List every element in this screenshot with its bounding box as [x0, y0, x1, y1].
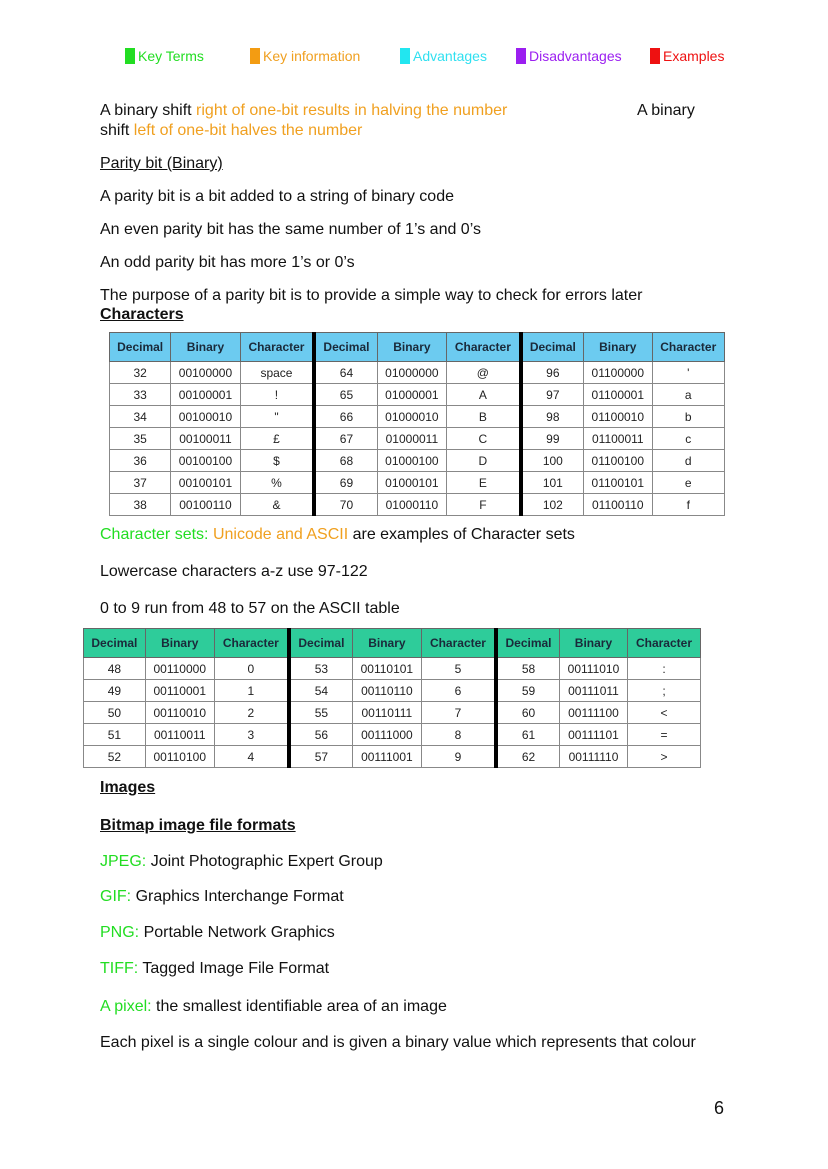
table-cell: 00110101 [352, 658, 421, 680]
table-cell: 01100001 [584, 384, 652, 406]
table-cell: 55 [289, 702, 352, 724]
table-cell: C [447, 428, 521, 450]
cyan-swatch-icon [400, 48, 410, 64]
table-cell: > [627, 746, 700, 768]
table-cell: 58 [496, 658, 559, 680]
table-cell: 8 [421, 724, 496, 746]
table-cell: 53 [289, 658, 352, 680]
table-row [84, 702, 701, 724]
pixel-definition: A pixel: the smallest identifiable area of an image [100, 998, 447, 1015]
table-cell: 3 [214, 724, 289, 746]
table-cell: 38 [110, 494, 171, 516]
table-cell: E [447, 472, 521, 494]
parity-line: The purpose of a parity bit is to provide a simple way to check for errors later [100, 287, 643, 304]
table-cell: B [447, 406, 521, 428]
table-cell: " [240, 406, 314, 428]
table-cell: 00111000 [352, 724, 421, 746]
key-term-text: Character sets: [100, 526, 213, 543]
ascii-table-digits [83, 628, 701, 768]
legend-label: Advantages [413, 48, 487, 64]
table-cell: 01000110 [377, 494, 446, 516]
table-cell: 7 [421, 702, 496, 724]
table-cell: 00100101 [171, 472, 240, 494]
table-cell: 00111011 [559, 680, 627, 702]
table-cell: 62 [496, 746, 559, 768]
table-cell: 100 [521, 450, 584, 472]
key-term-text: A pixel: [100, 998, 157, 1015]
table-cell: & [240, 494, 314, 516]
table-cell: 01100010 [584, 406, 652, 428]
legend-label: Key information [263, 48, 361, 64]
table-cell: 70 [314, 494, 377, 516]
binary-shift-right-line: A binary shift right of one-bit results in halving the number [100, 102, 508, 119]
character-sets-line: Character sets: Unicode and ASCII are examples of Character sets [100, 526, 575, 543]
table-cell: 00110100 [145, 746, 214, 768]
table-cell: 59 [496, 680, 559, 702]
table-cell: 69 [314, 472, 377, 494]
legend-key-terms [125, 48, 204, 64]
key-term-text: PNG: [100, 924, 144, 941]
table-cell: 61 [496, 724, 559, 746]
table-cell: 00111110 [559, 746, 627, 768]
table-row [84, 658, 701, 680]
table-cell: 00100100 [171, 450, 240, 472]
table-cell: 50 [84, 702, 146, 724]
table-cell: 00110111 [352, 702, 421, 724]
table-cell: d [652, 450, 724, 472]
table-row [84, 724, 701, 746]
table-row [110, 362, 725, 384]
table-cell: < [627, 702, 700, 724]
table-header-row: Decimal Binary Character Decimal Binary Character Decimal Binary Character [110, 333, 725, 362]
table-cell: ! [240, 384, 314, 406]
table-cell: 00110001 [145, 680, 214, 702]
table-cell: 65 [314, 384, 377, 406]
table-cell: 00100001 [171, 384, 240, 406]
key-info-text: left of one-bit halves the number [133, 122, 363, 139]
table-cell: 101 [521, 472, 584, 494]
table-cell: 52 [84, 746, 146, 768]
table-cell: $ [240, 450, 314, 472]
table-row [84, 746, 701, 768]
table-cell: 00110000 [145, 658, 214, 680]
table-cell: 00100000 [171, 362, 240, 384]
table-cell: 00100110 [171, 494, 240, 516]
table-cell: 01100100 [584, 450, 652, 472]
table-cell: 00111010 [559, 658, 627, 680]
table-cell: 56 [289, 724, 352, 746]
format-tiff: TIFF: Tagged Image File Format [100, 960, 330, 977]
table-cell: 00111001 [352, 746, 421, 768]
table-cell: ; [627, 680, 700, 702]
table-cell: 99 [521, 428, 584, 450]
table-cell: 2 [214, 702, 289, 724]
table-cell: 6 [421, 680, 496, 702]
orange-swatch-icon [250, 48, 260, 64]
legend-disadvantages [516, 48, 622, 64]
images-heading: Images [100, 779, 156, 796]
binary-shift-left-line-start: A binary [637, 102, 695, 119]
characters-heading: Characters [100, 306, 184, 323]
table-cell: space [240, 362, 314, 384]
ascii-table-letters [109, 332, 725, 516]
parity-line: An even parity bit has the same number of 1’s and 0’s [100, 221, 481, 238]
parity-heading: Parity bit (Binary) [100, 155, 223, 172]
legend-key-information [250, 48, 360, 64]
table-cell: 34 [110, 406, 171, 428]
table-cell: 9 [421, 746, 496, 768]
table-cell: 49 [84, 680, 146, 702]
table-cell: 01100101 [584, 472, 652, 494]
table-cell: 00111101 [559, 724, 627, 746]
table-cell: b [652, 406, 724, 428]
table-cell: 98 [521, 406, 584, 428]
bitmap-formats-heading: Bitmap image file formats [100, 817, 296, 834]
table-cell: @ [447, 362, 521, 384]
table-cell: D [447, 450, 521, 472]
legend-label: Key Terms [138, 48, 204, 64]
table-cell: 00100010 [171, 406, 240, 428]
table-cell: 64 [314, 362, 377, 384]
format-gif: GIF: Graphics Interchange Format [100, 888, 344, 905]
table-row [110, 472, 725, 494]
binary-shift-left-line: shift left of one-bit halves the number [100, 122, 363, 139]
page-number: 6 [714, 1098, 725, 1118]
key-term-text: GIF: [100, 888, 136, 905]
table-cell: 00110110 [352, 680, 421, 702]
table-cell: 60 [496, 702, 559, 724]
table-cell: 01000010 [377, 406, 446, 428]
key-term-text: TIFF: [100, 960, 143, 977]
table-cell: 67 [314, 428, 377, 450]
table-cell: 48 [84, 658, 146, 680]
table-cell: f [652, 494, 724, 516]
table-cell: % [240, 472, 314, 494]
table-cell: 4 [214, 746, 289, 768]
table-cell: 57 [289, 746, 352, 768]
table-cell: 51 [84, 724, 146, 746]
legend-advantages [400, 48, 487, 64]
key-term-text: JPEG: [100, 853, 151, 870]
table-cell: 54 [289, 680, 352, 702]
table-cell: ' [652, 362, 724, 384]
table-row [110, 384, 725, 406]
table-cell: 01000000 [377, 362, 446, 384]
table-cell: 01100110 [584, 494, 652, 516]
table-cell: = [627, 724, 700, 746]
table-cell: £ [240, 428, 314, 450]
table-row [110, 406, 725, 428]
table-cell: A [447, 384, 521, 406]
table-cell: 01100000 [584, 362, 652, 384]
table-cell: 0 [214, 658, 289, 680]
table-cell: 00110010 [145, 702, 214, 724]
format-png: PNG: Portable Network Graphics [100, 924, 335, 941]
key-info-text: right of one-bit results in halving the number [196, 102, 508, 119]
table-row [84, 680, 701, 702]
table-cell: 01000011 [377, 428, 446, 450]
table-cell: 01000101 [377, 472, 446, 494]
parity-line: A parity bit is a bit added to a string of binary code [100, 188, 454, 205]
table-cell: 01000001 [377, 384, 446, 406]
table-cell: 68 [314, 450, 377, 472]
table-cell: 00110011 [145, 724, 214, 746]
parity-line: An odd parity bit has more 1’s or 0’s [100, 254, 355, 271]
table-cell: 00100011 [171, 428, 240, 450]
table-cell: : [627, 658, 700, 680]
table-cell: F [447, 494, 521, 516]
digits-line: 0 to 9 run from 48 to 57 on the ASCII table [100, 600, 400, 617]
table-cell: 33 [110, 384, 171, 406]
table-cell: 96 [521, 362, 584, 384]
table-cell: 102 [521, 494, 584, 516]
legend-examples [650, 48, 724, 64]
red-swatch-icon [650, 48, 660, 64]
table-row [110, 494, 725, 516]
table-cell: c [652, 428, 724, 450]
table-cell: 00111100 [559, 702, 627, 724]
lowercase-line: Lowercase characters a-z use 97-122 [100, 563, 368, 580]
table-cell: 01000100 [377, 450, 446, 472]
format-jpeg: JPEG: Joint Photographic Expert Group [100, 853, 383, 870]
table-row [110, 428, 725, 450]
table-cell: 66 [314, 406, 377, 428]
table-header-row: Decimal Binary Character Decimal Binary Character Decimal Binary Character [84, 629, 701, 658]
table-cell: 36 [110, 450, 171, 472]
legend-label: Disadvantages [529, 48, 622, 64]
color-legend [0, 48, 828, 68]
table-cell: 01100011 [584, 428, 652, 450]
table-cell: 5 [421, 658, 496, 680]
table-row [110, 450, 725, 472]
table-cell: e [652, 472, 724, 494]
green-swatch-icon [125, 48, 135, 64]
table-cell: 97 [521, 384, 584, 406]
purple-swatch-icon [516, 48, 526, 64]
table-cell: 37 [110, 472, 171, 494]
table-cell: 35 [110, 428, 171, 450]
pixel-colour-line: Each pixel is a single colour and is given a binary value which represents that colour [100, 1034, 696, 1051]
table-cell: 32 [110, 362, 171, 384]
legend-label: Examples [663, 48, 725, 64]
key-info-text: Unicode and ASCII [212, 526, 349, 543]
table-cell: a [652, 384, 724, 406]
table-cell: 1 [214, 680, 289, 702]
